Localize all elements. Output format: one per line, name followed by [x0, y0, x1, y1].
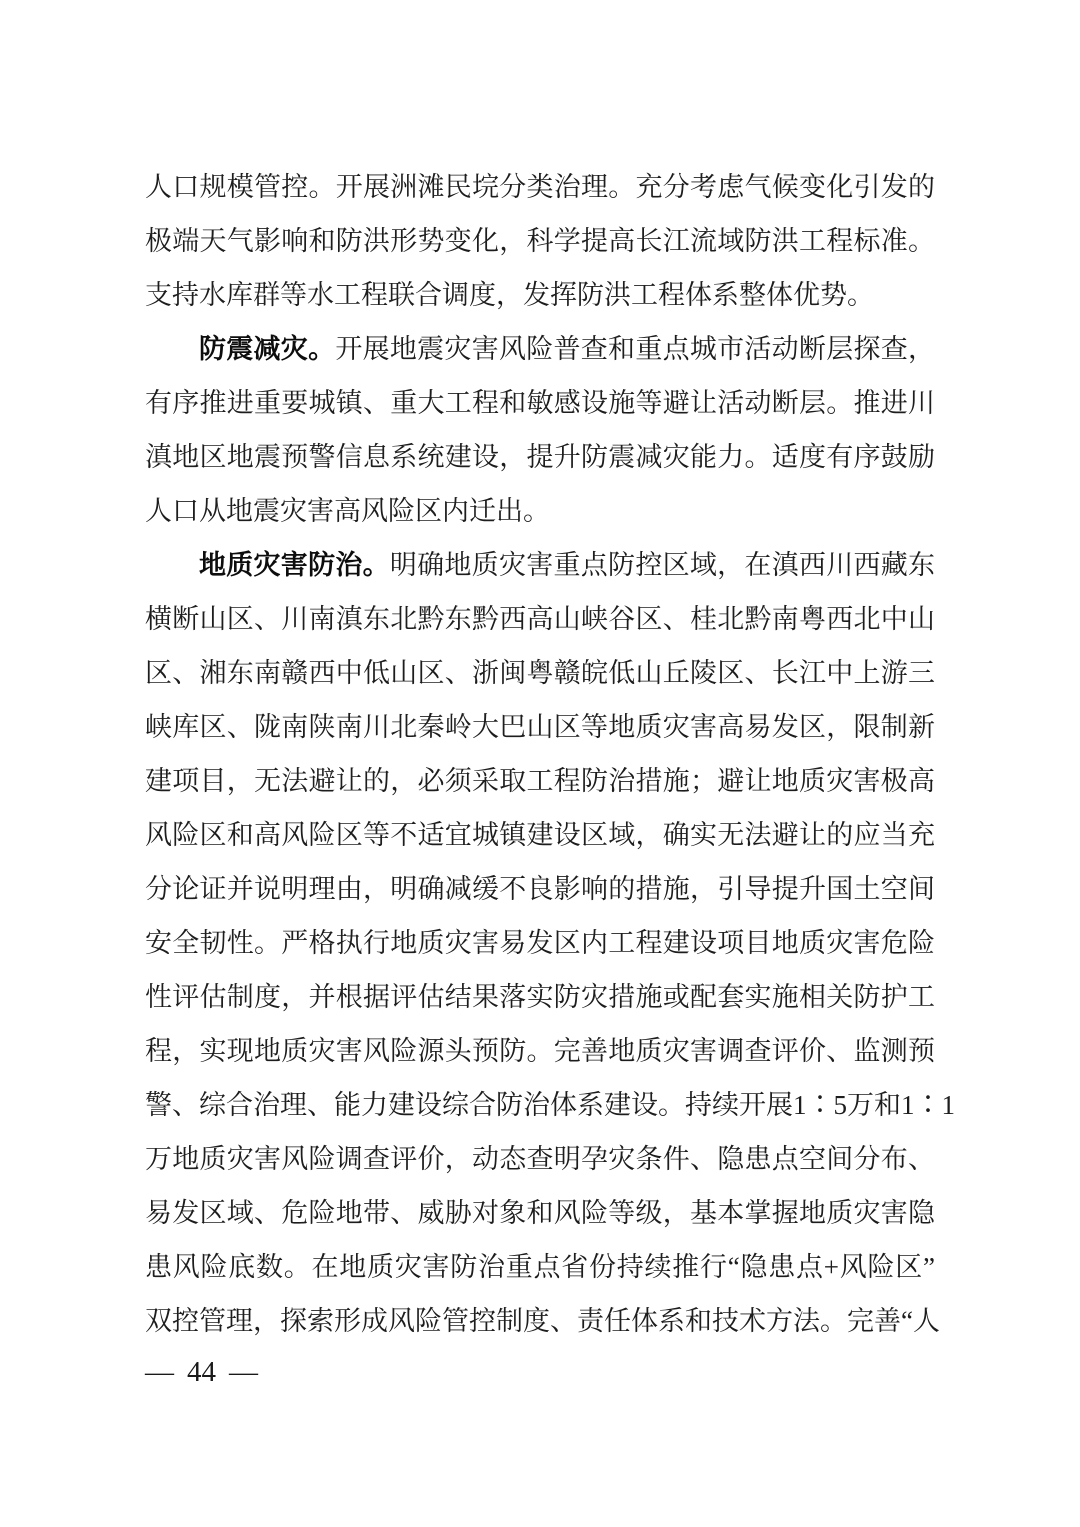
text-line: 风险区和高风险区等不适宜城镇建设区域，确实无法避让的应当充 [145, 820, 935, 850]
footer-dash-left: — [145, 1356, 174, 1388]
text-line: 防震减灾。开展地震灾害风险普查和重点城市活动断层探查， [199, 334, 936, 364]
text-line: 性评估制度，并根据评估结果落实防灾措施或配套实施相关防护工 [145, 982, 935, 1012]
paragraph-lead: 防震减灾。 [199, 334, 336, 364]
text-line: 安全韧性。严格执行地质灾害易发区内工程建设项目地质灾害危险 [145, 928, 935, 958]
text-line: 极端天气影响和防洪形势变化，科学提高长江流域防洪工程标准。 [145, 226, 935, 256]
text-line: 滇地区地震预警信息系统建设，提升防震减灾能力。适度有序鼓励 [145, 442, 935, 472]
page-number: 44 [187, 1356, 216, 1388]
document-body [145, 160, 955, 1348]
text-line: 有序推进重要城镇、重大工程和敏感设施等避让活动断层。推进川 [145, 388, 935, 418]
text-line: 分论证并说明理由，明确减缓不良影响的措施，引导提升国土空间 [145, 874, 935, 904]
text-line: 易发区域、危险地带、威胁对象和风险等级，基本掌握地质灾害隐 [145, 1198, 935, 1228]
text-line: 人口规模管控。开展洲滩民垸分类治理。充分考虑气候变化引发的 [145, 172, 935, 202]
page-footer [145, 1356, 258, 1389]
text-line: 支持水库群等水工程联合调度，发挥防洪工程体系整体优势。 [145, 280, 874, 310]
text-line: 警、综合治理、能力建设综合防治体系建设。持续开展1∶5万和1∶1 [145, 1090, 955, 1120]
paragraph-geological-disaster-prevention [145, 538, 955, 1348]
paragraph-earthquake-mitigation [145, 322, 935, 538]
text-line: 峡库区、陇南陕南川北秦岭大巴山区等地质灾害高易发区，限制新 [145, 712, 935, 742]
text-line: 建项目，无法避让的，必须采取工程防治措施；避让地质灾害极高 [145, 766, 935, 796]
text-line: 人口从地震灾害高风险区内迁出。 [145, 496, 550, 526]
paragraph-lead: 地质灾害防治。 [199, 550, 390, 580]
text-line: 横断山区、川南滇东北黔东黔西高山峡谷区、桂北黔南粤西北中山 [145, 604, 935, 634]
text-line: 程，实现地质灾害风险源头预防。完善地质灾害调查评价、监测预 [145, 1036, 935, 1066]
footer-dash-right: — [229, 1356, 258, 1388]
text-line: 双控管理，探索形成风险管控制度、责任体系和技术方法。完善“人 [145, 1306, 940, 1336]
paragraph-flood-control-continuation [145, 160, 935, 322]
text-line: 区、湘东南赣西中低山区、浙闽粤赣皖低山丘陵区、长江中上游三 [145, 658, 935, 688]
text-line: 地质灾害防治。明确地质灾害重点防控区域，在滇西川西藏东 [199, 550, 936, 580]
text-line: 万地质灾害风险调查评价，动态查明孕灾条件、隐患点空间分布、 [145, 1144, 935, 1174]
text-line: 患风险底数。在地质灾害防治重点省份持续推行“隐患点+风险区” [145, 1252, 935, 1282]
